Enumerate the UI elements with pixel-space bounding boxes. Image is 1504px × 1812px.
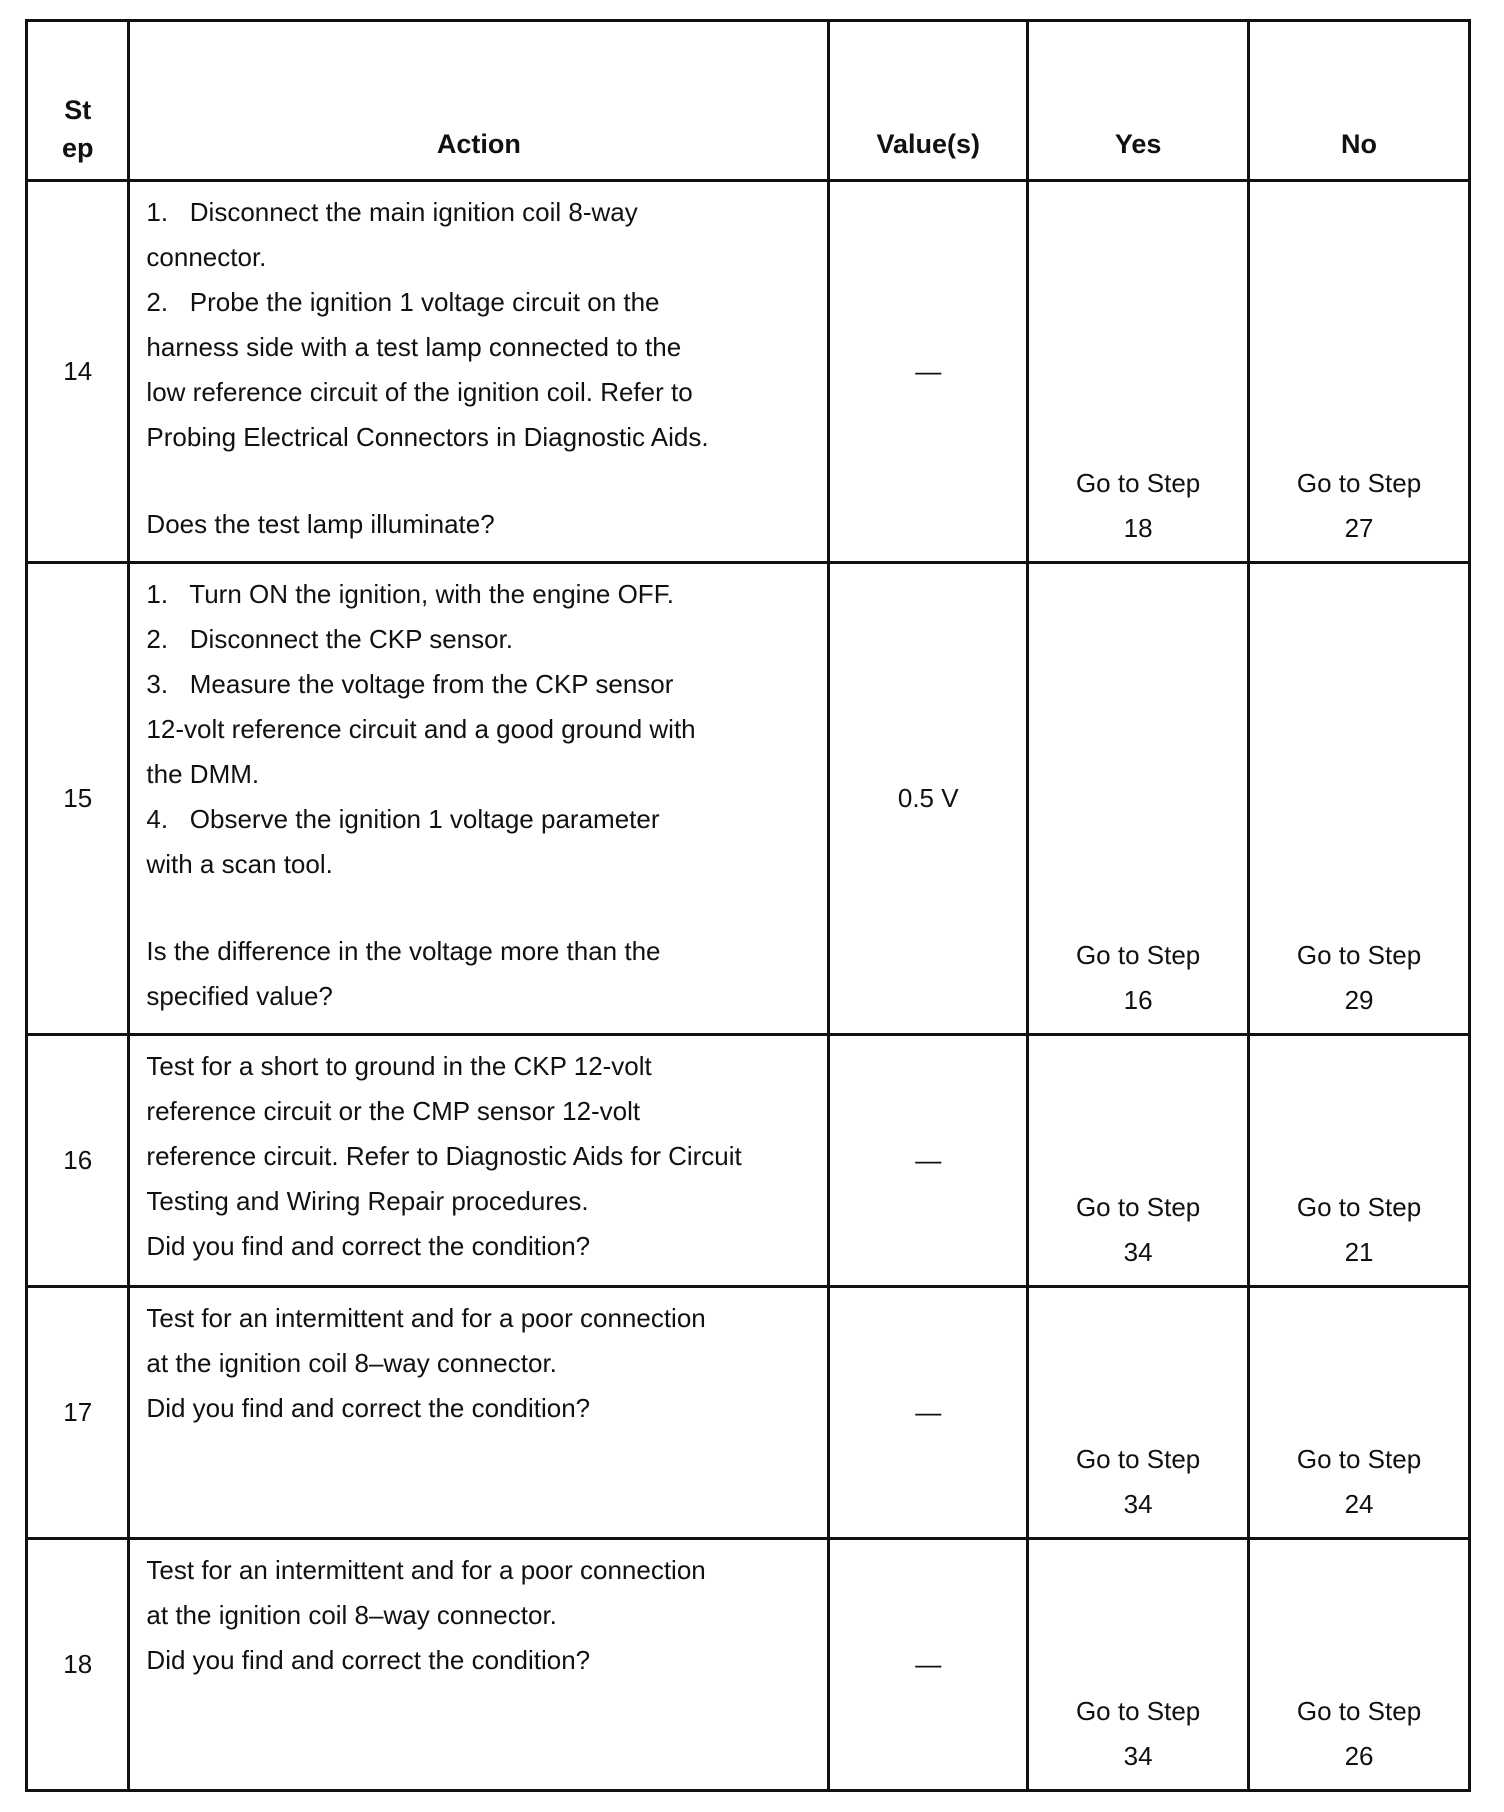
- action-line: with a scan tool.: [146, 849, 333, 879]
- yes-cell: Go to Step 34: [1028, 1539, 1249, 1791]
- action-line: Test for an intermittent and for a poor connection: [146, 1555, 706, 1585]
- step-number: 17: [27, 1287, 129, 1539]
- action-line: 4. Observe the ignition 1 voltage parameter: [146, 804, 660, 834]
- no-cell: Go to Step 26: [1249, 1539, 1470, 1791]
- action-cell: [129, 1539, 829, 1791]
- action-line: 12-volt reference circuit and a good ground with: [146, 714, 696, 744]
- no-cell: Go to Step 29: [1249, 563, 1470, 1035]
- value-cell: —: [829, 181, 1028, 563]
- header-no: No: [1249, 21, 1470, 181]
- action-line: reference circuit. Refer to Diagnostic Aids for Circuit: [146, 1141, 742, 1171]
- action-line: Did you find and correct the condition?: [146, 1231, 591, 1261]
- action-cell: [129, 1035, 829, 1287]
- action-question: Does the test lamp illuminate?: [146, 509, 495, 539]
- table-row: [27, 181, 1470, 563]
- no-cell: Go to Step 24: [1249, 1287, 1470, 1539]
- action-question: Is the difference in the voltage more than the specified value?: [146, 936, 661, 1011]
- step-number: 15: [27, 563, 129, 1035]
- action-line: 1. Turn ON the ignition, with the engine OFF.: [146, 579, 674, 609]
- header-value: Value(s): [829, 21, 1028, 181]
- yes-cell: Go to Step 34: [1028, 1035, 1249, 1287]
- step-number: 14: [27, 181, 129, 563]
- action-line: Test for an intermittent and for a poor connection: [146, 1303, 706, 1333]
- action-line: at the ignition coil 8–way connector.: [146, 1348, 557, 1378]
- step-number: 18: [27, 1539, 129, 1791]
- no-cell: Go to Step 27: [1249, 181, 1470, 563]
- value-cell: —: [829, 1539, 1028, 1791]
- action-line: Did you find and correct the condition?: [146, 1393, 591, 1423]
- action-line: low reference circuit of the ignition coil. Refer to: [146, 377, 693, 407]
- action-line: 2. Probe the ignition 1 voltage circuit on the: [146, 287, 660, 317]
- no-cell: Go to Step 21: [1249, 1035, 1470, 1287]
- action-cell: [129, 1287, 829, 1539]
- action-line: Test for a short to ground in the CKP 12-volt: [146, 1051, 652, 1081]
- header-step: St ep: [27, 21, 129, 181]
- table-row: [27, 1539, 1470, 1791]
- action-line: Testing and Wiring Repair procedures.: [146, 1186, 589, 1216]
- action-line: 2. Disconnect the CKP sensor.: [146, 624, 514, 654]
- yes-cell: Go to Step 16: [1028, 563, 1249, 1035]
- step-number: 16: [27, 1035, 129, 1287]
- table-row: [27, 1035, 1470, 1287]
- action-line: 3. Measure the voltage from the CKP sensor: [146, 669, 674, 699]
- value-cell: —: [829, 1035, 1028, 1287]
- action-line: connector.: [146, 242, 267, 272]
- header-row: [27, 21, 1470, 181]
- table-row: [27, 563, 1470, 1035]
- action-cell: [129, 563, 829, 1035]
- action-line: Probing Electrical Connectors in Diagnostic Aids.: [146, 422, 709, 452]
- diagnostic-table: [25, 19, 1471, 1792]
- action-line: the DMM.: [146, 759, 260, 789]
- table-row: [27, 1287, 1470, 1539]
- action-cell: [129, 181, 829, 563]
- header-yes: Yes: [1028, 21, 1249, 181]
- yes-cell: Go to Step 34: [1028, 1287, 1249, 1539]
- header-action: Action: [129, 21, 829, 181]
- action-line: at the ignition coil 8–way connector.: [146, 1600, 557, 1630]
- action-line: reference circuit or the CMP sensor 12-volt: [146, 1096, 641, 1126]
- value-cell: 0.5 V: [829, 563, 1028, 1035]
- action-line: Did you find and correct the condition?: [146, 1645, 591, 1675]
- value-cell: —: [829, 1287, 1028, 1539]
- yes-cell: Go to Step 18: [1028, 181, 1249, 563]
- action-line: harness side with a test lamp connected to the: [146, 332, 682, 362]
- action-line: 1. Disconnect the main ignition coil 8-way: [146, 197, 638, 227]
